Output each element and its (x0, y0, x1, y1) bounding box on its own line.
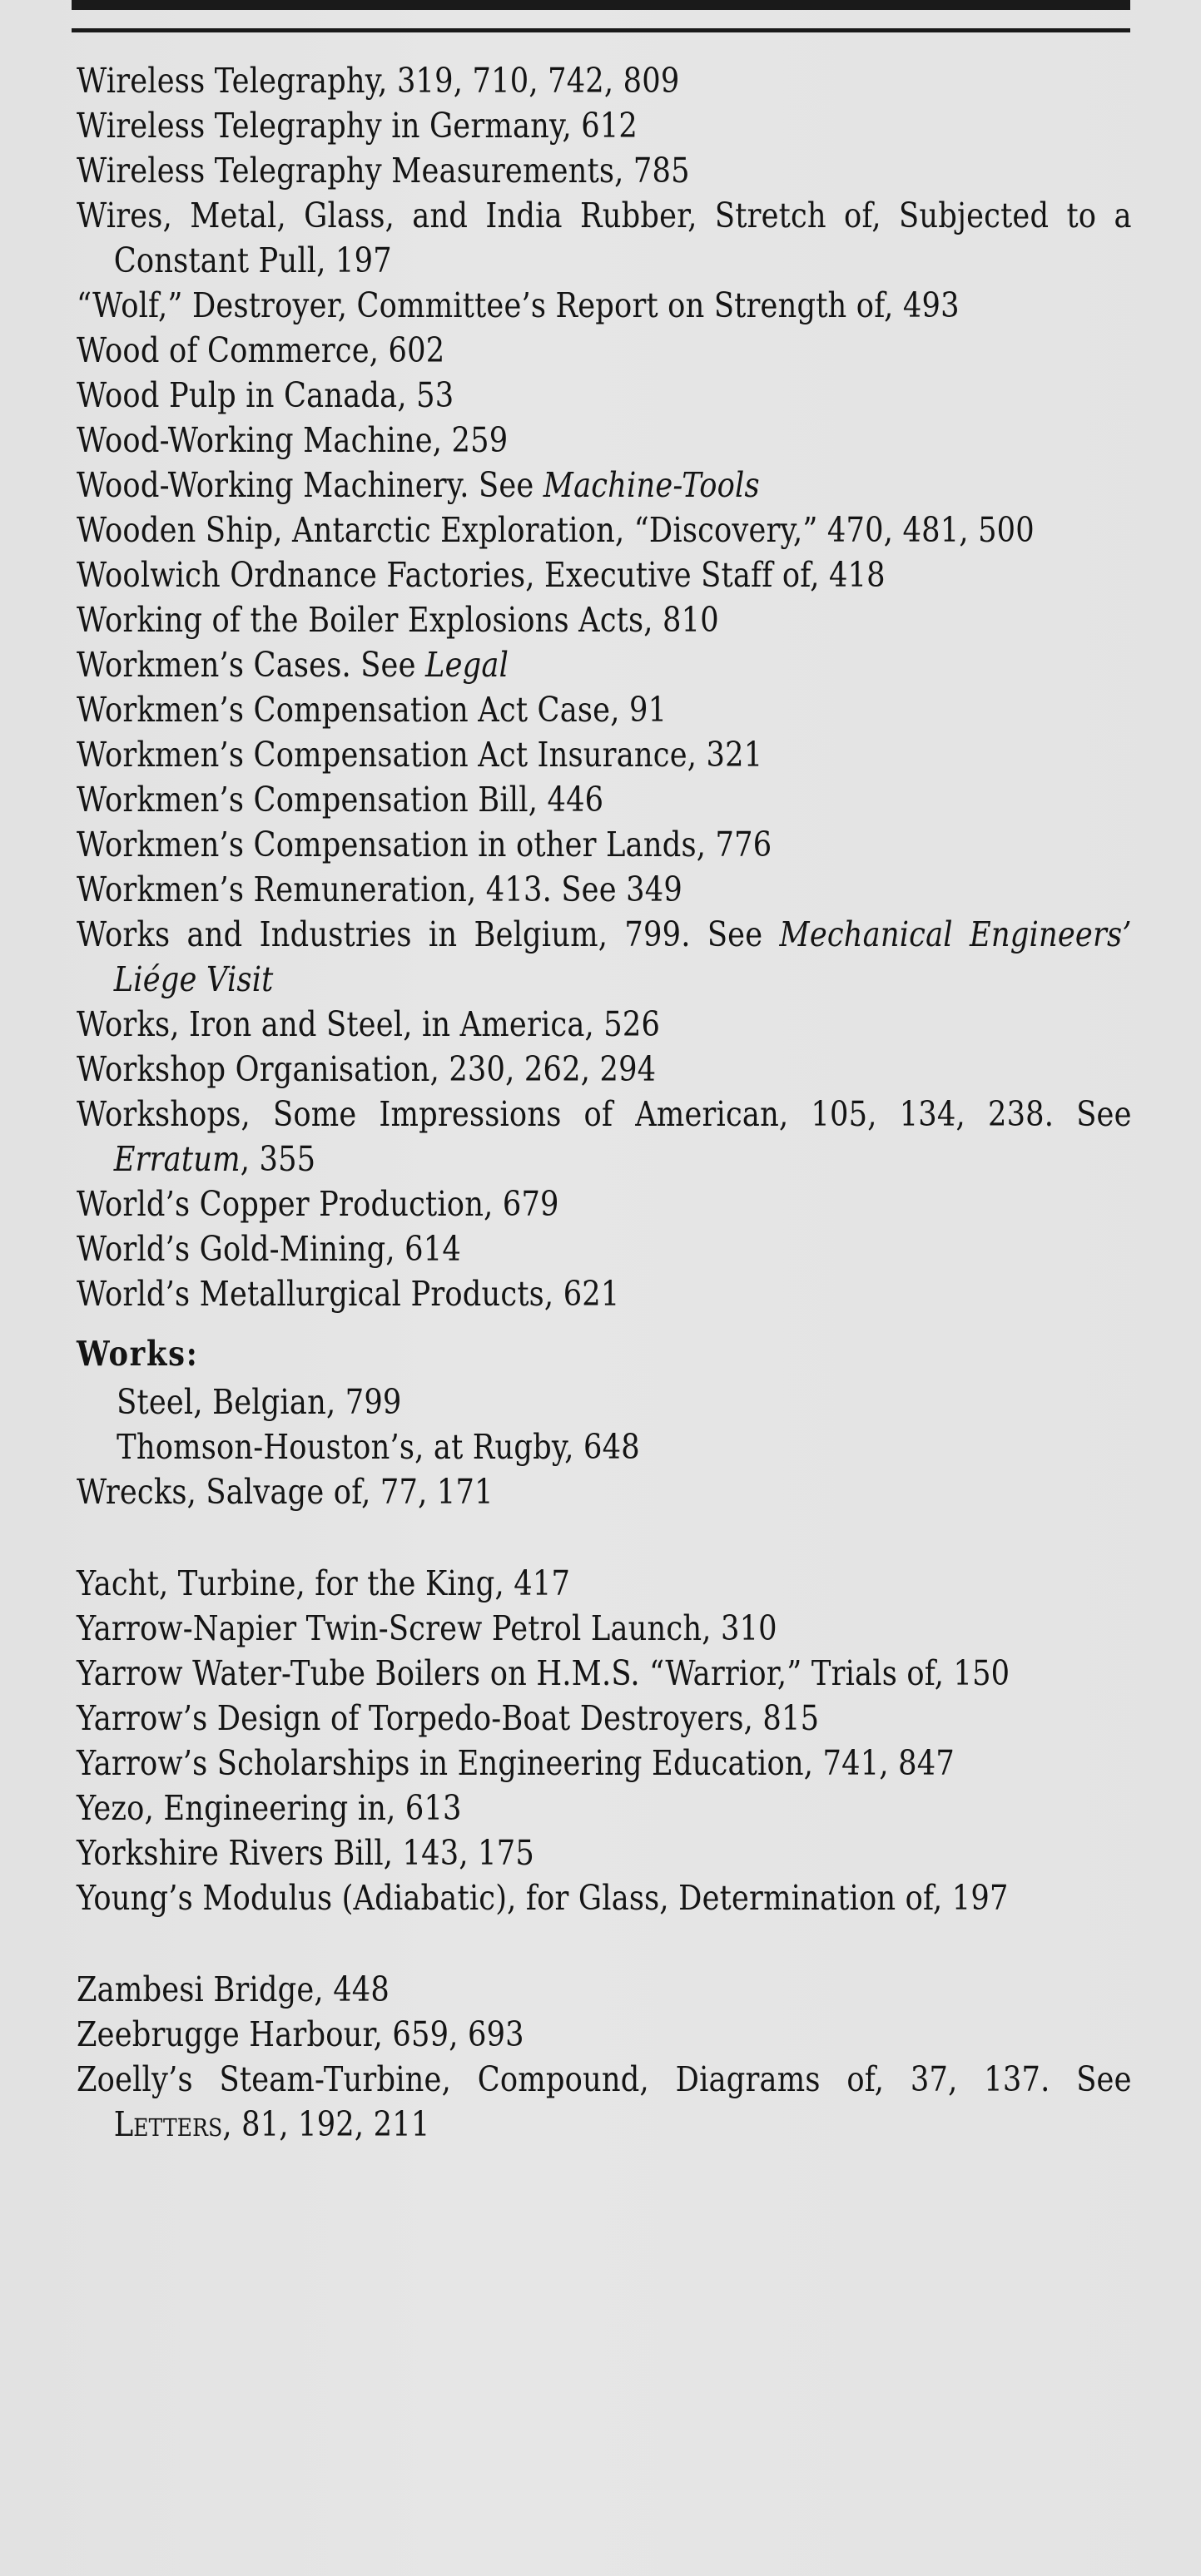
see-reference: Mechanical Engineers’ Liége Visit (113, 914, 1132, 999)
index-entry: “Wolf,” Destroyer, Committee’s Report on Strength of, 493 (77, 285, 960, 325)
index-entry: Works and Industries in Belgium, 799. See Mechanical Engineers’ Liége Visit (77, 914, 1132, 999)
index-subentry: Steel, Belgian, 799 (117, 1382, 402, 1422)
index-entry: Workmen’s Remuneration, 413. See 349 (77, 869, 682, 909)
section-w (77, 58, 1132, 1514)
index-entry: Wood-Working Machinery. See Machine-Tools (77, 465, 760, 505)
index-entry: Workmen’s Compensation Act Case, 91 (77, 690, 667, 730)
index-entry: Woolwich Ordnance Factories, Executive Staff of, 418 (77, 555, 886, 595)
index-entry: Wireless Telegraphy Measurements, 785 (77, 151, 690, 191)
index-entry: Young’s Modulus (Adiabatic), for Glass, Determination of, 197 (77, 1878, 1009, 1918)
index-entry: World’s Gold-Mining, 614 (77, 1229, 461, 1269)
see-reference: Machine-Tools (543, 465, 760, 505)
index-entry: Yorkshire Rivers Bill, 143, 175 (77, 1833, 534, 1873)
index-entry: Works, Iron and Steel, in America, 526 (77, 1004, 661, 1044)
index-entry: Zeebrugge Harbour, 659, 693 (77, 2014, 524, 2054)
see-reference: Erratum (113, 1139, 241, 1179)
see-reference: Letters (113, 2104, 223, 2144)
index-entry: Wood of Commerce, 602 (77, 330, 445, 370)
index-entry: Wooden Ship, Antarctic Exploration, “Discovery,” 470, 481, 500 (77, 510, 1035, 550)
section-gap (77, 1920, 1132, 1967)
index-entry: Wood-Working Machine, 259 (77, 420, 509, 460)
index-entry: Yarrow-Napier Twin-Screw Petrol Launch, 310 (77, 1608, 777, 1648)
index-entry: Wood Pulp in Canada, 53 (77, 375, 454, 415)
index-entry: World’s Copper Production, 679 (77, 1184, 559, 1224)
section-y (77, 1561, 1132, 1920)
top-rule-thin (72, 28, 1130, 32)
see-reference: Legal (425, 645, 509, 685)
index-entry: Yarrow Water-Tube Boilers on H.M.S. “Warrior,” Trials of, 150 (77, 1653, 1010, 1693)
index-entry: Yezo, Engineering in, 613 (77, 1788, 462, 1828)
index-entry: Wires, Metal, Glass, and India Rubber, Stretch of, Subjected to a Constant Pull, 197 (77, 196, 1132, 280)
index-entry: Workmen’s Compensation Act Insurance, 321 (77, 735, 763, 775)
index-subentry: Thomson-Houston’s, at Rugby, 648 (117, 1427, 640, 1467)
index-entry: Wireless Telegraphy, 319, 710, 742, 809 (77, 61, 680, 101)
subheading-works: Works: (77, 1334, 199, 1374)
top-rule-thick (72, 0, 1130, 10)
index-entry: Wrecks, Salvage of, 77, 171 (77, 1472, 494, 1512)
index-entry: Workmen’s Cases. See Legal (77, 645, 509, 685)
index-entry: Workmen’s Compensation in other Lands, 776 (77, 825, 772, 864)
index-entry: Workshop Organisation, 230, 262, 294 (77, 1049, 657, 1089)
index-column (77, 58, 1132, 2147)
index-entry: Yarrow’s Design of Torpedo-Boat Destroyers, 815 (77, 1698, 820, 1738)
index-entry: Wireless Telegraphy in Germany, 612 (77, 106, 638, 146)
index-entry: Workshops, Some Impressions of American, 105, 134, 238. See Erratum, 355 (77, 1094, 1132, 1179)
index-entry: Workmen’s Compensation Bill, 446 (77, 780, 604, 820)
index-entry: Yarrow’s Scholarships in Engineering Education, 741, 847 (77, 1743, 955, 1783)
index-entry: Zoelly’s Steam-Turbine, Compound, Diagrams of, 37, 137. See Letters, 81, 192, 211 (77, 2059, 1132, 2144)
index-entry: Working of the Boiler Explosions Acts, 810 (77, 600, 719, 640)
section-z (77, 1967, 1132, 2147)
section-gap (77, 1514, 1132, 1561)
index-entry: World’s Metallurgical Products, 621 (77, 1274, 620, 1314)
index-entry: Yacht, Turbine, for the King, 417 (77, 1563, 571, 1603)
index-entry: Zambesi Bridge, 448 (77, 1969, 390, 2009)
